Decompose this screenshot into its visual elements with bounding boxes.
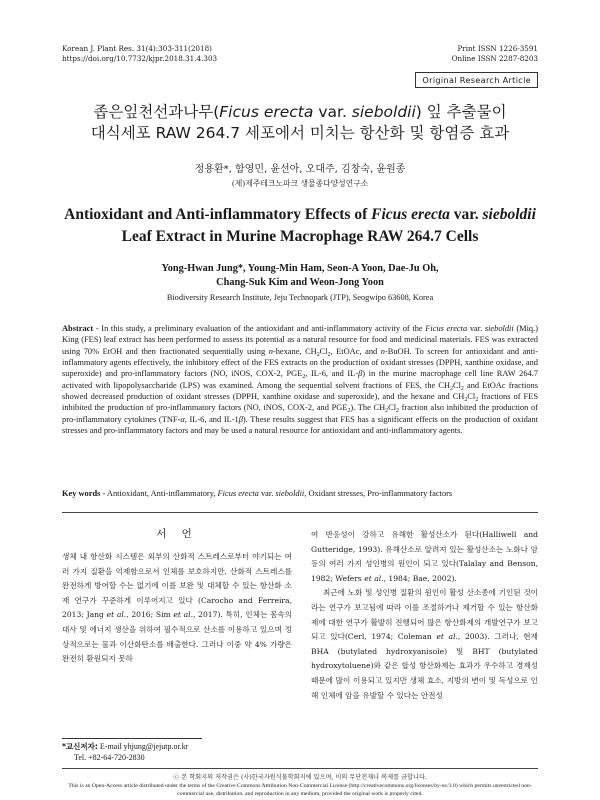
article-type-badge: Original Research Article bbox=[415, 72, 538, 88]
journal-line: Korean J. Plant Res. 31(4):303-311(2018) bbox=[62, 44, 212, 53]
english-authors-line-1: Yong-Hwan Jung*, Young-Min Ham, Seon-A Yoon, Dae-Ju Oh, bbox=[161, 263, 439, 274]
copyright-notice: ⓒ 본 학회지의 저작권은 (사)한국자원식물학회지에 있으며, 이의 무단전재나 복제를 금합니다. bbox=[173, 774, 427, 781]
english-affiliation: Biodiversity Research Institute, Jeju Technopark (JTP), Seogwipo 63608, Korea bbox=[166, 293, 434, 302]
english-authors bbox=[0, 262, 600, 290]
license-notice: This is an Open-Access article distributed under the terms of the Creative Commons Attribution Non-Commercial License (http://creativecommons.org/licenses/by-nc/3.0) which permits unrestricted non-commercial use, distribution, and reproduction in any medium, provided the original work is properly cited. bbox=[68, 783, 532, 797]
english-title-line-1: Antioxidant and Anti-inflammatory Effects of Ficus erecta var. sieboldii bbox=[64, 206, 536, 223]
keywords: Key words - Antioxidant, Anti-inflammatory, Ficus erecta var. sieboldii, Oxidant stresses, Pro-inflammatory factors bbox=[62, 489, 453, 498]
journal-citation bbox=[62, 44, 217, 64]
correspondence bbox=[62, 741, 188, 763]
issn-block bbox=[452, 44, 538, 64]
footer-divider bbox=[62, 768, 538, 769]
section-title: 서 언 bbox=[156, 528, 198, 540]
body-column-left: 생체 내 항산화 시스템은 외부의 산화적 스트레스로부터 야기되는 여러 가지 질환을 억제함으로서 인체를 보호하지만, 산화적 스트레스를 완전하게 방어할 수는 없기에 이를 보완 및 대체할 수 있는 항산화 소재 연구가 꾸준하게 이루어지고 있다 (Carocho and Ferreira, 2013; Jang et al., 2016; Sim et al., 2017). 특히, 인체는 몸속의 대사 및 에너지 생산을 위하여 필수적으로 산소를 이용하고 있으며 정상적으로는 물과 이산화탄소를 배출한다. 그러나 이중 약 4% 가량은 완전히 환원되지 못하 bbox=[62, 552, 292, 664]
correspondence-tel: Tel. +82-64-720-2830 bbox=[74, 753, 145, 762]
footnote-rule bbox=[62, 738, 202, 739]
korean-title bbox=[0, 102, 600, 144]
keywords-label: Key words bbox=[62, 489, 101, 498]
english-title-line-2: Leaf Extract in Murine Macrophage RAW 264.7 Cells bbox=[121, 228, 479, 245]
korean-title-line-2: 대식세포 RAW 264.7 세포에서 미치는 항산화 및 항염증 효과 bbox=[90, 124, 510, 142]
korean-title-line-1: 좁은잎천선과나무(Ficus erecta var. sieboldii) 잎 추출물이 bbox=[93, 103, 507, 121]
korean-affiliation: (제)제주테크노파크 생물종다양성연구소 bbox=[231, 179, 369, 188]
online-issn: Online ISSN 2287-8203 bbox=[451, 54, 538, 63]
body-column-right: 여 반응성이 강하고 유해한 활성산소가 된다(Halliwell and Gutteridge, 1993). 유해산소로 알려져 있는 활성산소는 노화나 암 등의 여러 가지 성인병의 원인이 되고 있다(Talalay and Benson, 1982; Wefers et al., 1984; Bae, 2002). 최근에 노화 및 성인병 질환의 원인이 활성 산소종에 기인된 것이라는 연구가 보고됨에 따라 이를 조절하거나 제거할 수 있는 항산화제에 대한 연구가 활발히 진행되어 많은 항산화제의 개발연구가 보고되고 있다(Cerl, 1974; Coleman et al., 2003). 그러나, 현재 BHA (butylated hydroxyanisole) 및 BHT (butylated hydroxytoluene)와 같은 합성 항산화제는 효과가 우수하고 경제성 때문에 많이 이용되고 있지만 생체 효소, 지방의 변이 및 독성으로 인해 인체에 암을 유발할 수 있다는 안전성 bbox=[311, 530, 538, 700]
correspondence-label: *교신저자: bbox=[62, 742, 98, 751]
korean-authors: 정용환*, 함영민, 윤선아, 오대주, 김창숙, 윤원종 bbox=[194, 164, 406, 175]
abstract: Abstract - In this study, a preliminary evaluation of the antioxidant and anti-inflammatory activity of the Ficus erecta var. sieboldii (Miq.) King (FES) leaf extract has been performed to assess its potential as a natural resource for food and medicinal materials. FES was extracted using 70% EtOH and then fractionated sequentially using n-hexane, $CH_2Cl_2$, EtOAc, and n-BuOH. To screen for antioxidant and anti-inflammatory agents effectively, the inhibitory effect of the FES extracts on the production of oxidant stresses (DPPH, xanthine oxidase, and superoxide) and pro-inflammatory factors (NO, iNOS, COX-2, $PGE_2$, IL-6, and IL-β) in the murine macrophage cell line RAW 264.7 activated with lipopolysaccharide (LPS) was examined. Among the sequential solvent fractions of FES, the $CH_2Cl_2$ and EtOAc fractions showed decreased production of oxidant stresses (DPPH, xanthine oxidase and superoxide), and the hexane and $CH_2Cl_2$ fractions of FES inhibited the production of pro-inflammatory factors (NO, iNOS, COX-2, and $PGE_2$). The $CH_2Cl_2$ fraction also inhibited the production of pro-inflammatory cytokines (TNF-α, IL-6, and IL-1β). These results suggest that FES has a significant effects on the production of oxidant stresses and pro-inflammatory factors and may be used a natural resource for antioxidant and anti-inflammatory agents. bbox=[62, 324, 538, 436]
print-issn: Print ISSN 1226-3591 bbox=[457, 44, 538, 53]
abstract-label: Abstract bbox=[62, 324, 94, 333]
english-authors-line-2: Chang-Suk Kim and Weon-Jong Yoon bbox=[216, 277, 384, 288]
doi-line[interactable]: https://doi.org/10.7732/kjpr.2018.31.4.303 bbox=[62, 54, 218, 63]
section-divider bbox=[62, 512, 538, 513]
english-title bbox=[0, 204, 600, 248]
correspondence-email[interactable]: E-mail yhjung@jejutp.or.kr bbox=[97, 742, 189, 751]
